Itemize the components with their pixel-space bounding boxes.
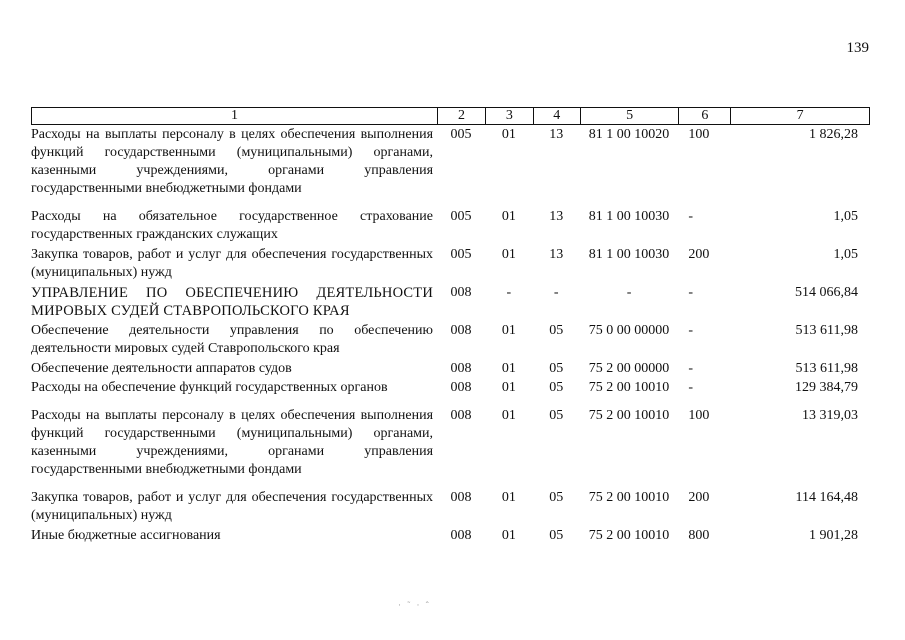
row-target-code: 75 2 00 10010 <box>588 408 670 423</box>
row-target-code: 75 2 00 10010 <box>588 528 670 543</box>
row-name: УПРАВЛЕНИЕ ПО ОБЕСПЕЧЕНИЮ ДЕЯТЕЛЬНОСТИ МИРОВЫХ СУДЕЙ СТАВРОПОЛЬСКОГО КРАЯ <box>31 285 434 319</box>
table-header <box>31 107 870 125</box>
row-target-code: 81 1 00 10030 <box>588 247 670 262</box>
row-ministry: 008 <box>450 380 472 395</box>
row-name: Расходы на обязательное государственное страхование государственных гражданских служащих <box>31 209 434 242</box>
row-target-code: 75 0 00 00000 <box>588 323 670 338</box>
table-row <box>31 407 870 479</box>
row-amount: 1,05 <box>833 209 858 224</box>
row-ministry: 008 <box>450 528 472 543</box>
row-ministry: 005 <box>450 247 472 262</box>
row-name: Обеспечение деятельности аппаратов судов <box>31 361 292 376</box>
row-name: Расходы на обеспечение функций государственных органов <box>31 380 388 395</box>
row-name: Расходы на выплаты персоналу в целях обеспечения выполнения функций государственными (муниципальными) органами, казенными учреждениями, органами управления государственными внебюджетными фондами <box>31 408 434 477</box>
header-col-4: 4 <box>534 108 581 124</box>
header-col-7: 7 <box>796 108 804 123</box>
row-ministry: 005 <box>450 209 472 224</box>
table-row <box>31 322 870 358</box>
row-section: 01 <box>501 490 516 505</box>
table-row <box>31 360 870 378</box>
row-amount: 514 066,84 <box>794 285 858 300</box>
row-ministry: 008 <box>450 323 472 338</box>
header-col-2: 2 <box>438 108 486 124</box>
row-subsection: 05 <box>549 408 564 423</box>
row-target-code: 81 1 00 10020 <box>588 127 670 142</box>
row-expense-type: 100 <box>688 408 710 423</box>
row-amount: 13 319,03 <box>801 408 858 423</box>
row-expense-type: 200 <box>688 247 710 262</box>
row-name: Закупка товаров, работ и услуг для обеспечения государственных (муниципальных) нужд <box>31 490 434 523</box>
row-amount: 1 901,28 <box>808 528 858 543</box>
row-name: Иные бюджетные ассигнования <box>31 528 221 543</box>
row-section: 01 <box>501 247 516 262</box>
row-subsection: - <box>553 285 559 300</box>
row-subsection: 05 <box>549 323 564 338</box>
row-expense-type: 100 <box>688 127 710 142</box>
header-col-1: 1 <box>32 108 438 124</box>
header-col-5: 5 <box>581 108 680 124</box>
row-amount: 129 384,79 <box>794 380 858 395</box>
row-expense-type: - <box>688 285 694 300</box>
row-amount: 1,05 <box>833 247 858 262</box>
row-amount: 513 611,98 <box>795 361 858 376</box>
row-section: 01 <box>501 380 516 395</box>
row-amount: 114 164,48 <box>795 490 858 505</box>
row-subsection: 05 <box>549 490 564 505</box>
row-target-code: 75 2 00 00000 <box>588 361 670 376</box>
row-expense-type: 200 <box>688 490 710 505</box>
row-ministry: 008 <box>450 490 472 505</box>
table-row <box>31 208 870 244</box>
row-expense-type: - <box>688 380 694 395</box>
row-target-code: 75 2 00 10010 <box>588 490 670 505</box>
row-section: 01 <box>501 408 516 423</box>
row-subsection: 05 <box>549 380 564 395</box>
table-row <box>31 126 870 198</box>
budget-table <box>31 126 870 545</box>
row-subsection: 13 <box>549 247 564 262</box>
row-subsection: 05 <box>549 528 564 543</box>
page-number: 139 <box>846 40 869 56</box>
header-col-6: 6 <box>679 108 731 124</box>
row-expense-type: - <box>688 361 694 376</box>
row-section: - <box>506 285 512 300</box>
row-expense-type: - <box>688 209 694 224</box>
row-amount: 513 611,98 <box>795 323 858 338</box>
table-row <box>31 246 870 282</box>
row-amount: 1 826,28 <box>808 127 858 142</box>
row-name: Закупка товаров, работ и услуг для обеспечения государственных (муниципальных) нужд <box>31 247 434 280</box>
row-target-code: 81 1 00 10030 <box>588 209 670 224</box>
row-name: Расходы на выплаты персоналу в целях обеспечения выполнения функций государственными (муниципальными) органами, казенными учреждениями, органами управления государственными внебюджетными фондами <box>31 127 434 196</box>
row-subsection: 13 <box>549 127 564 142</box>
row-expense-type: - <box>688 323 694 338</box>
row-subsection: 13 <box>549 209 564 224</box>
row-section: 01 <box>501 361 516 376</box>
table-row <box>31 527 870 545</box>
row-ministry: 008 <box>450 361 472 376</box>
row-target-code: - <box>626 285 632 300</box>
scan-smudge: · ˜ · ˆ <box>398 600 431 610</box>
row-section: 01 <box>501 323 516 338</box>
row-target-code: 75 2 00 10010 <box>588 380 670 395</box>
row-ministry: 008 <box>450 408 472 423</box>
row-section: 01 <box>501 528 516 543</box>
row-name: Обеспечение деятельности управления по обеспечению деятельности мировых судей Ставропольского края <box>31 323 434 356</box>
row-section: 01 <box>501 209 516 224</box>
row-expense-type: 800 <box>688 528 710 543</box>
table-row <box>31 489 870 525</box>
table-row <box>31 284 870 320</box>
row-ministry: 008 <box>450 285 472 300</box>
header-col-3: 3 <box>486 108 534 124</box>
row-ministry: 005 <box>450 127 472 142</box>
row-subsection: 05 <box>549 361 564 376</box>
row-section: 01 <box>501 127 516 142</box>
table-row <box>31 379 870 397</box>
